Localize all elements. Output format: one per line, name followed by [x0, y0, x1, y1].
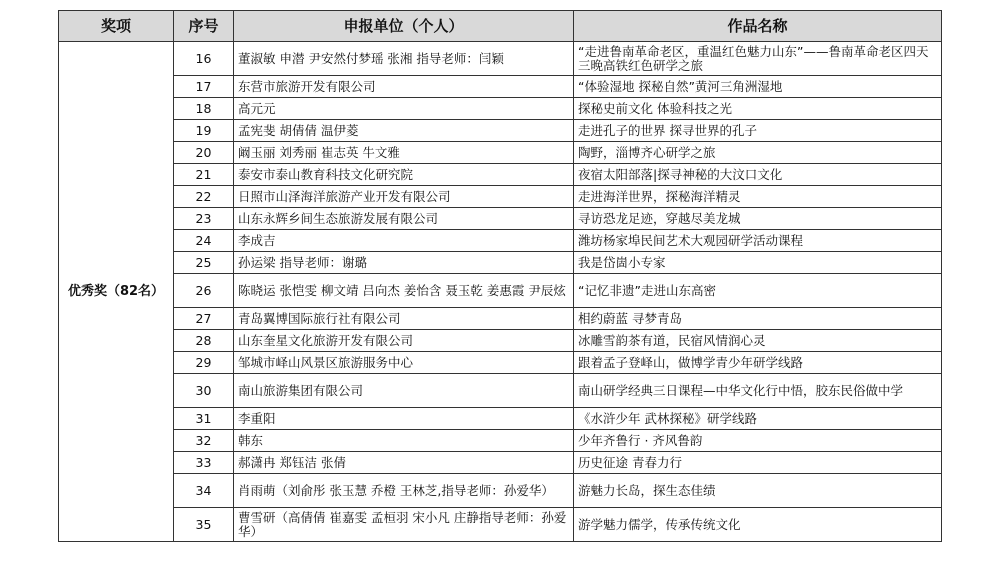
- seq-cell: 16: [174, 42, 234, 76]
- work-cell: 探秘史前文化 体验科技之光: [574, 98, 942, 120]
- table-row: [59, 308, 942, 330]
- work-cell: 南山研学经典三日课程—中华文化行中悟，胶东民俗做中学: [574, 374, 942, 408]
- applicant-cell: 泰安市泰山教育科技文化研究院: [234, 164, 574, 186]
- work-cell: 历史征途 青春力行: [574, 452, 942, 474]
- applicant-cell: 韩东: [234, 430, 574, 452]
- work-cell: 游魅力长岛，探生态佳绩: [574, 474, 942, 508]
- applicant-cell: 东营市旅游开发有限公司: [234, 76, 574, 98]
- award-table: [58, 10, 942, 542]
- applicant-cell: 山东永辉乡间生态旅游发展有限公司: [234, 208, 574, 230]
- seq-cell: 33: [174, 452, 234, 474]
- applicant-cell: 阚玉丽 刘秀丽 崔志英 牛文雅: [234, 142, 574, 164]
- applicant-cell: 李成吉: [234, 230, 574, 252]
- applicant-cell: 南山旅游集团有限公司: [234, 374, 574, 408]
- table-row: [59, 252, 942, 274]
- table-row: [59, 452, 942, 474]
- work-cell: 游学魅力儒学，传承传统文化: [574, 508, 942, 542]
- table-row: [59, 98, 942, 120]
- seq-cell: 28: [174, 330, 234, 352]
- header-work: 作品名称: [574, 11, 942, 42]
- table-row: [59, 76, 942, 98]
- seq-cell: 25: [174, 252, 234, 274]
- work-cell: 潍坊杨家埠民间艺术大观园研学活动课程: [574, 230, 942, 252]
- work-cell: 寻访恐龙足迹，穿越尽美龙城: [574, 208, 942, 230]
- work-cell: 陶野，淄博齐心研学之旅: [574, 142, 942, 164]
- table-row: [59, 474, 942, 508]
- seq-cell: 30: [174, 374, 234, 408]
- table-row: [59, 408, 942, 430]
- applicant-cell: 邹城市峄山风景区旅游服务中心: [234, 352, 574, 374]
- seq-cell: 26: [174, 274, 234, 308]
- applicant-cell: 李重阳: [234, 408, 574, 430]
- seq-cell: 18: [174, 98, 234, 120]
- work-cell: 冰雕雪韵茶有道，民宿风情润心灵: [574, 330, 942, 352]
- seq-cell: 29: [174, 352, 234, 374]
- seq-cell: 17: [174, 76, 234, 98]
- header-row: [59, 11, 942, 42]
- work-cell: “记忆非遗”走进山东高密: [574, 274, 942, 308]
- work-cell: 相约蔚蓝 寻梦青岛: [574, 308, 942, 330]
- seq-cell: 19: [174, 120, 234, 142]
- applicant-cell: 日照市山泽海洋旅游产业开发有限公司: [234, 186, 574, 208]
- applicant-cell: 郝潇冉 郑钰洁 张倩: [234, 452, 574, 474]
- header-seq: 序号: [174, 11, 234, 42]
- table-row: [59, 164, 942, 186]
- seq-cell: 31: [174, 408, 234, 430]
- applicant-cell: 曹雪研（高倩倩 崔嘉雯 孟桓羽 宋小凡 庄静指导老师：孙爱华）: [234, 508, 574, 542]
- table-row: [59, 374, 942, 408]
- table-row: [59, 352, 942, 374]
- applicant-cell: 孙运梁 指导老师：谢璐: [234, 252, 574, 274]
- seq-cell: 32: [174, 430, 234, 452]
- applicant-cell: 高元元: [234, 98, 574, 120]
- table-row: [59, 508, 942, 542]
- table-row: [59, 430, 942, 452]
- work-cell: 我是岱崮小专家: [574, 252, 942, 274]
- header-award: 奖项: [59, 11, 174, 42]
- table-row: [59, 330, 942, 352]
- table-row: [59, 142, 942, 164]
- applicant-cell: 孟宪斐 胡倩倩 温伊菱: [234, 120, 574, 142]
- seq-cell: 23: [174, 208, 234, 230]
- work-cell: 走进孔子的世界 探寻世界的孔子: [574, 120, 942, 142]
- work-cell: 少年齐鲁行 · 齐风鲁韵: [574, 430, 942, 452]
- seq-cell: 20: [174, 142, 234, 164]
- seq-cell: 22: [174, 186, 234, 208]
- table-row: [59, 274, 942, 308]
- table-row: [59, 230, 942, 252]
- seq-cell: 21: [174, 164, 234, 186]
- applicant-cell: 董淑敏 申潜 尹安然付梦瑶 张湘 指导老师：闫颖: [234, 42, 574, 76]
- header-applicant: 申报单位（个人）: [234, 11, 574, 42]
- table-row: [59, 186, 942, 208]
- seq-cell: 34: [174, 474, 234, 508]
- work-cell: 《水浒少年 武林探秘》研学线路: [574, 408, 942, 430]
- table-row: [59, 208, 942, 230]
- work-cell: 跟着孟子登峄山，做博学青少年研学线路: [574, 352, 942, 374]
- applicant-cell: 陈晓运 张恺雯 柳文靖 吕向杰 姜怡含 聂玉乾 姜惠霞 尹辰炫: [234, 274, 574, 308]
- seq-cell: 27: [174, 308, 234, 330]
- applicant-cell: 青岛翼博国际旅行社有限公司: [234, 308, 574, 330]
- seq-cell: 35: [174, 508, 234, 542]
- work-cell: 走进海洋世界，探秘海洋精灵: [574, 186, 942, 208]
- table-row: [59, 42, 942, 76]
- work-cell: “体验湿地 探秘自然”黄河三角洲湿地: [574, 76, 942, 98]
- seq-cell: 24: [174, 230, 234, 252]
- award-level-cell: 优秀奖（82名）: [59, 42, 174, 542]
- applicant-cell: 肖雨萌（刘俞彤 张玉慧 乔橙 王林芝,指导老师：孙爱华）: [234, 474, 574, 508]
- applicant-cell: 山东奎星文化旅游开发有限公司: [234, 330, 574, 352]
- work-cell: “走进鲁南革命老区，重温红色魅力山东”——鲁南革命老区四天三晚高铁红色研学之旅: [574, 42, 942, 76]
- work-cell: 夜宿太阳部落|探寻神秘的大汶口文化: [574, 164, 942, 186]
- table-row: [59, 120, 942, 142]
